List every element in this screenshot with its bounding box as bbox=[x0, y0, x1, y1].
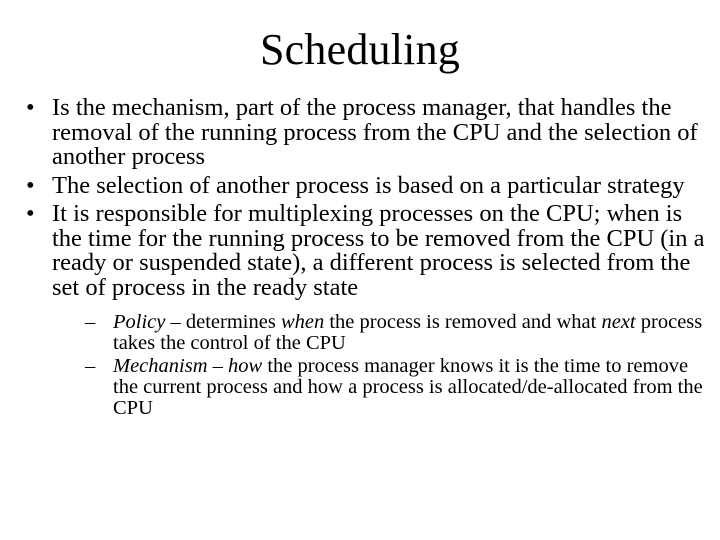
term-mechanism: Mechanism bbox=[113, 355, 208, 377]
sub-text: – bbox=[207, 355, 229, 377]
bullet-item bbox=[24, 202, 714, 419]
sub-text: – determines bbox=[165, 311, 281, 333]
sub-bullet-policy bbox=[52, 312, 714, 354]
emphasis-next: next bbox=[601, 311, 636, 333]
bullet-text: The selection of another process is based on a particular strategy bbox=[52, 171, 685, 199]
slide-title: Scheduling bbox=[260, 25, 460, 74]
bullet-text: Is the mechanism, part of the process manager, that handles the removal of the running process from the CPU and the selection of another process bbox=[52, 94, 698, 170]
sub-bullet-marker: – bbox=[85, 311, 96, 333]
bullet-list bbox=[24, 96, 714, 423]
bullet-marker: • bbox=[26, 200, 35, 227]
bullet-marker: • bbox=[26, 171, 35, 199]
sub-bullet-mechanism bbox=[52, 356, 714, 419]
sub-bullet-list bbox=[52, 312, 714, 419]
bullet-marker: • bbox=[26, 94, 35, 121]
sub-text: the process manager knows it is the time to remove the current process and how a process is allocated/de-allocated from the CPU bbox=[113, 355, 703, 419]
bullet-text: It is responsible for multiplexing processes on the CPU; when is the time for the running process to be removed from the CPU (in a ready or suspended state), a different process is selected from the set of process in the ready state bbox=[52, 200, 705, 301]
term-policy: Policy bbox=[113, 311, 166, 333]
bullet-item bbox=[24, 96, 714, 170]
emphasis-how: how bbox=[228, 355, 263, 377]
bullet-item bbox=[24, 171, 714, 199]
emphasis-when: when bbox=[280, 311, 325, 333]
sub-bullet-marker: – bbox=[85, 355, 96, 377]
sub-text: the process is removed and what bbox=[324, 311, 602, 333]
sub-text: process takes the control of the CPU bbox=[113, 311, 703, 354]
